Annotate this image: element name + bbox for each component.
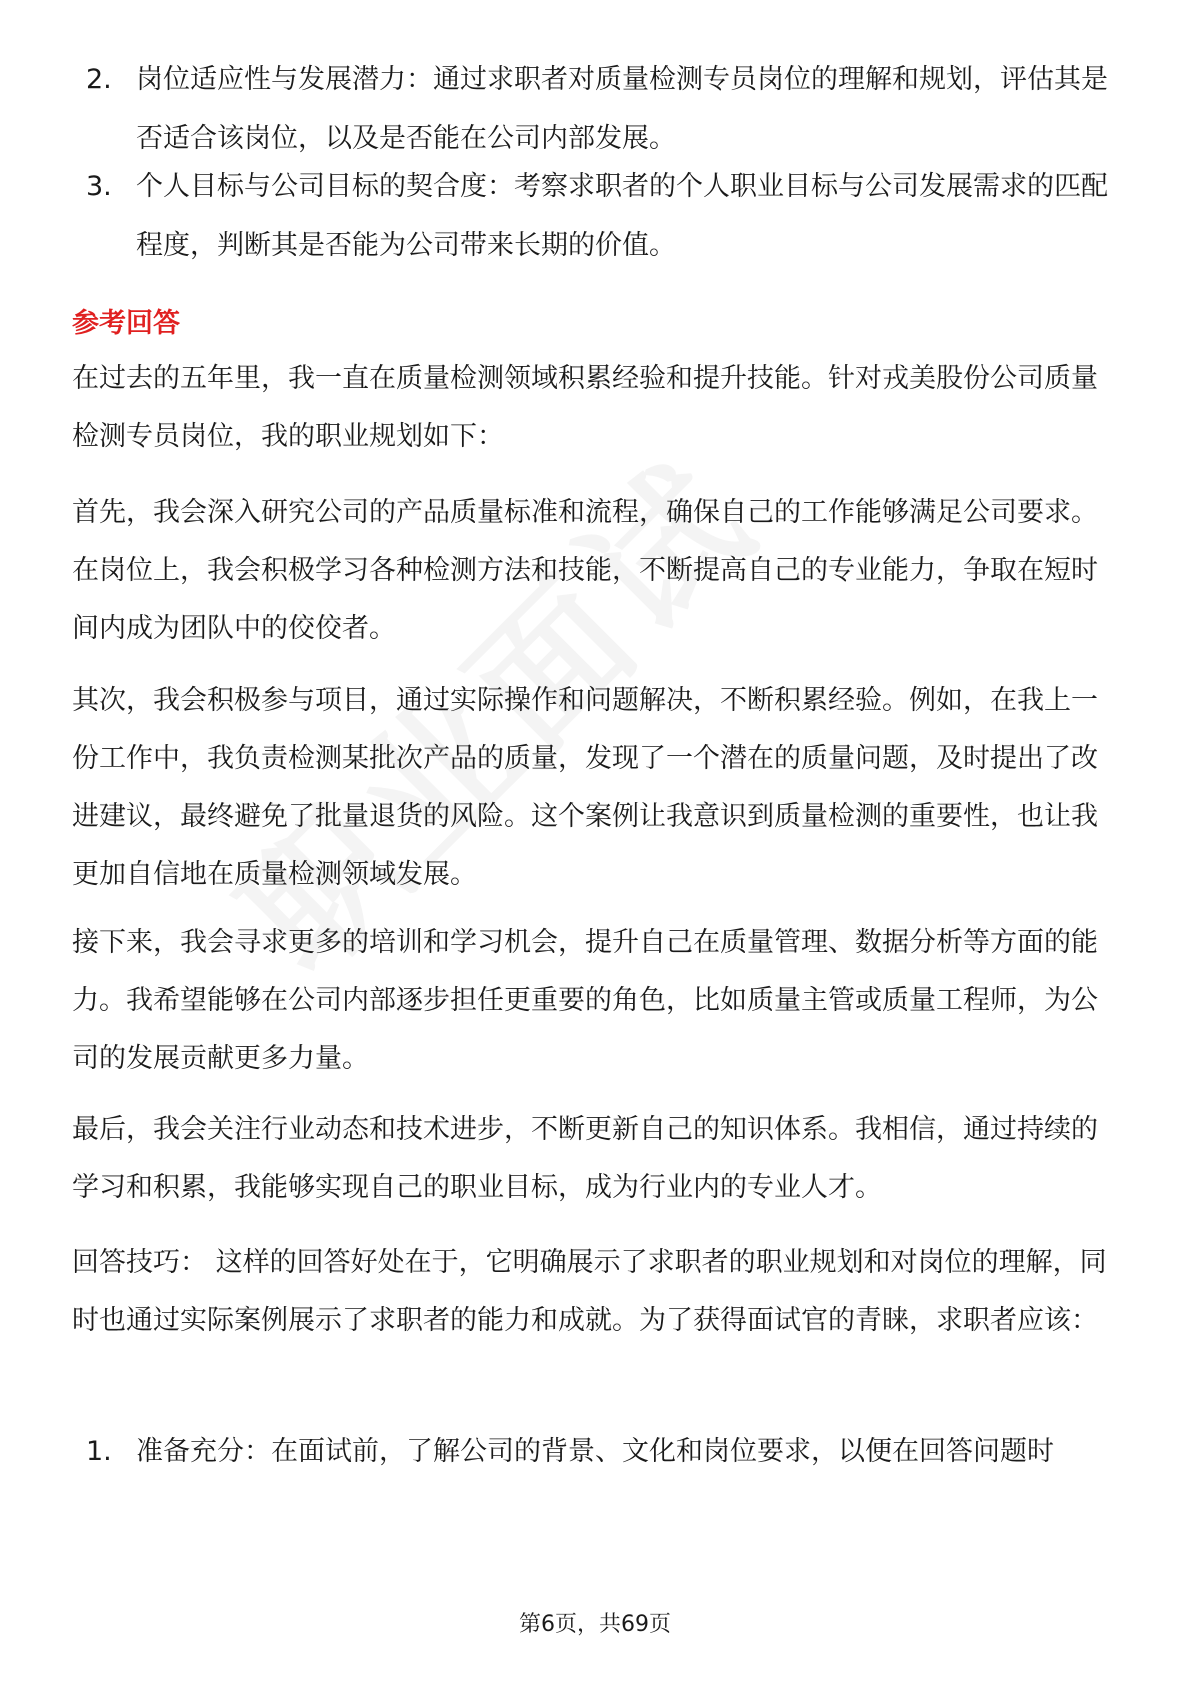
list-text: 个人目标与公司目标的契合度：考察求职者的个人职业目标与公司发展需求的匹配程度，判断其是否能为公司带来长期的价值。 bbox=[136, 171, 1108, 261]
list-number: 1. bbox=[86, 1436, 112, 1467]
paragraph: 最后，我会关注行业动态和技术进步，不断更新自己的知识体系。我相信，通过持续的学习和积累，我能够实现自己的职业目标，成为行业内的专业人才。 bbox=[72, 1114, 1098, 1203]
criteria-list bbox=[80, 50, 1120, 275]
list-item bbox=[80, 157, 1120, 275]
paragraph: 回答技巧： 这样的回答好处在于，它明确展示了求职者的职业规划和对岗位的理解，同时也通过实际案例展示了求职者的能力和成就。为了获得面试官的青睐，求职者应该： bbox=[72, 1247, 1107, 1336]
paragraph: 其次，我会积极参与项目，通过实际操作和问题解决，不断积累经验。例如，在我上一份工作中，我负责检测某批次产品的质量，发现了一个潜在的质量问题，及时提出了改进建议，最终避免了批量退货的风险。这个案例让我意识到质量检测的重要性，也让我更加自信地在质量检测领域发展。 bbox=[72, 685, 1098, 890]
list-number: 3. bbox=[86, 171, 112, 202]
list-number: 2. bbox=[86, 64, 112, 95]
page-number: 第6页，共69页 bbox=[519, 1612, 671, 1637]
list-text: 岗位适应性与发展潜力：通过求职者对质量检测专员岗位的理解和规划，评估其是否适合该岗位，以及是否能在公司内部发展。 bbox=[136, 64, 1108, 154]
list-text: 准备充分：在面试前，了解公司的背景、文化和岗位要求，以便在回答问题时 bbox=[136, 1436, 1054, 1467]
paragraph: 接下来，我会寻求更多的培训和学习机会，提升自己在质量管理、数据分析等方面的能力。我希望能够在公司内部逐步担任更重要的角色，比如质量主管或质量工程师，为公司的发展贡献更多力量。 bbox=[72, 927, 1098, 1074]
paragraph: 首先，我会深入研究公司的产品质量标准和流程，确保自己的工作能够满足公司要求。在岗位上，我会积极学习各种检测方法和技能，不断提高自己的专业能力，争取在短时间内成为团队中的佼佼者。 bbox=[72, 497, 1098, 644]
section-title: 参考回答 bbox=[72, 308, 180, 339]
list-item bbox=[80, 50, 1120, 168]
tips-list bbox=[80, 1422, 1120, 1481]
paragraph: 在过去的五年里，我一直在质量检测领域积累经验和提升技能。针对戎美股份公司质量检测专员岗位，我的职业规划如下： bbox=[72, 363, 1098, 452]
list-item bbox=[80, 1422, 1120, 1481]
